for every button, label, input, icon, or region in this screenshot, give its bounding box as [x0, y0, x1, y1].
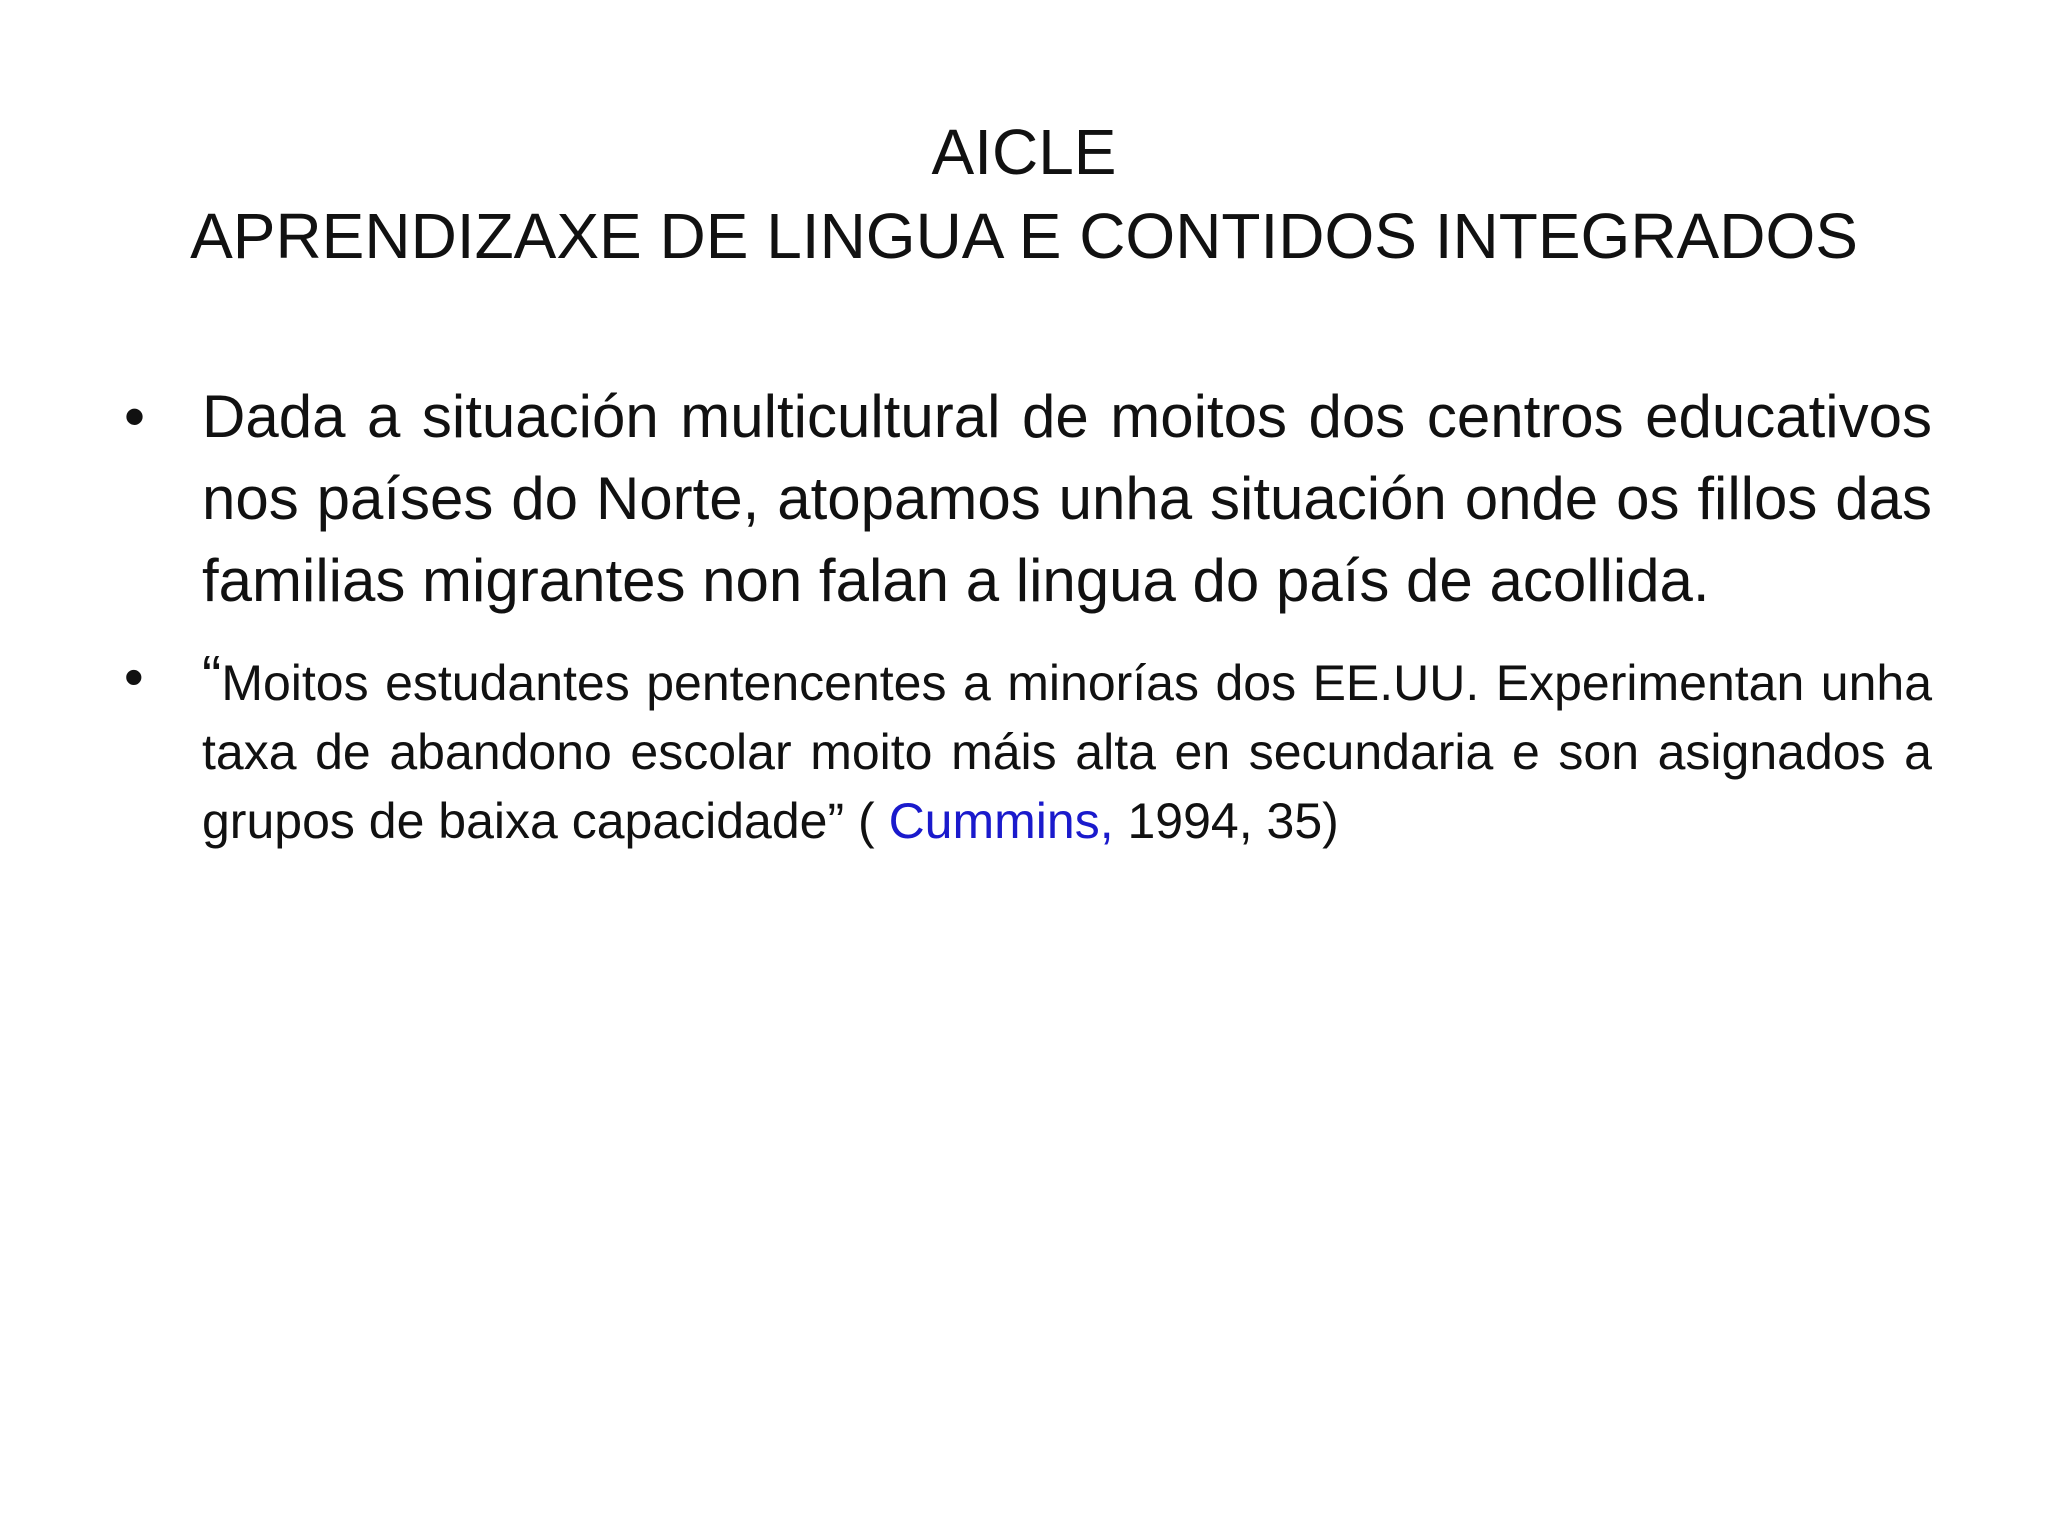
bullet-text-multicultural: Dada a situación multicultural de moitos dos centros educativos nos países do Norte, atopamos unha situación onde os fillos das familias migrantes non falan a lingua do país de acollida. [202, 383, 1932, 614]
open-quote-mark: “ [202, 644, 222, 709]
bullet-item-quote [118, 642, 1932, 856]
title-line-acronym: AICLE [931, 116, 1117, 188]
citation-year-page: 1994, 35) [1127, 793, 1339, 849]
bullet-item-multicultural [118, 376, 1932, 622]
citation-author-link[interactable]: Cummins, [888, 793, 1114, 849]
quote-text: Moitos estudantes pentencentes a minorías dos EE.UU. Experimentan unha taxa de abandono escolar moito máis alta en secundaria e son asignados a grupos de baixa capacidade” ( [202, 655, 1932, 849]
bullet-dot-icon: • [124, 645, 144, 708]
title-line-full: APRENDIZAXE DE LINGUA E CONTIDOS INTEGRADOS [190, 200, 1858, 272]
slide-title [0, 110, 2048, 278]
bullet-list [118, 376, 1932, 856]
bullet-dot-icon: • [124, 383, 146, 450]
